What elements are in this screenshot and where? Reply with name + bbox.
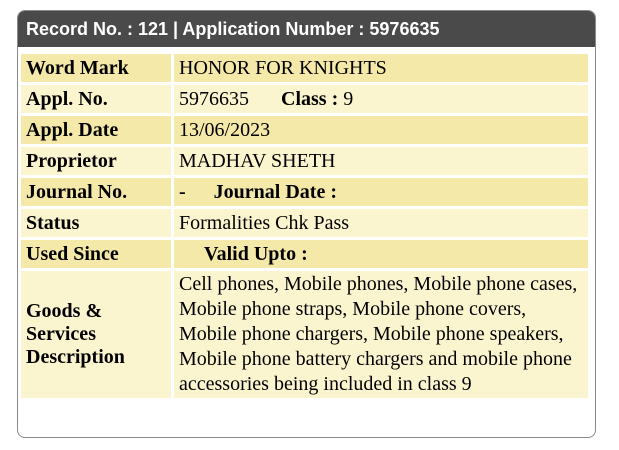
goods-label-line3: Description (26, 346, 125, 368)
appl-date-label: Appl. Date (21, 116, 174, 144)
goods-label-line2: Services (26, 323, 96, 345)
row-journal (21, 178, 588, 206)
record-header: Record No. : 121 | Application Number : 5976635 (18, 11, 595, 47)
journal-no-value: - (179, 180, 186, 203)
class-value: 9 (343, 87, 354, 110)
journal-date-label: Journal Date : (213, 180, 337, 203)
word-mark-value: HONOR FOR KNIGHTS (174, 54, 588, 82)
row-used-since (21, 240, 588, 268)
journal-cell (174, 178, 588, 206)
valid-upto-label: Valid Upto : (204, 242, 308, 265)
status-value: Formalities Chk Pass (174, 209, 588, 237)
row-proprietor (21, 147, 588, 175)
appl-no-label: Appl. No. (21, 85, 174, 113)
used-since-label: Used Since (21, 240, 174, 268)
valid-upto-cell (174, 240, 588, 268)
status-label: Status (21, 209, 174, 237)
proprietor-label: Proprietor (21, 147, 174, 175)
class-label: Class : (281, 87, 339, 110)
journal-no-label: Journal No. (21, 178, 174, 206)
goods-services-label (21, 271, 174, 398)
record-card (17, 10, 596, 438)
goods-label-line1: Goods & (26, 300, 103, 322)
row-status (21, 209, 588, 237)
appl-no-cell (174, 85, 588, 113)
word-mark-label: Word Mark (21, 54, 174, 82)
record-table (21, 51, 588, 401)
row-appl-no (21, 85, 588, 113)
appl-date-value: 13/06/2023 (174, 116, 588, 144)
proprietor-value: MADHAV SHETH (174, 147, 588, 175)
goods-services-value: Cell phones, Mobile phones, Mobile phone cases, Mobile phone straps, Mobile phone covers, Mobile phone chargers, Mobile phone speakers, Mobile phone battery chargers and mobile phone accessories being included in class 9 (174, 271, 588, 398)
row-appl-date (21, 116, 588, 144)
row-goods-services (21, 271, 588, 398)
appl-no-value: 5976635 (179, 87, 249, 110)
row-word-mark (21, 54, 588, 82)
